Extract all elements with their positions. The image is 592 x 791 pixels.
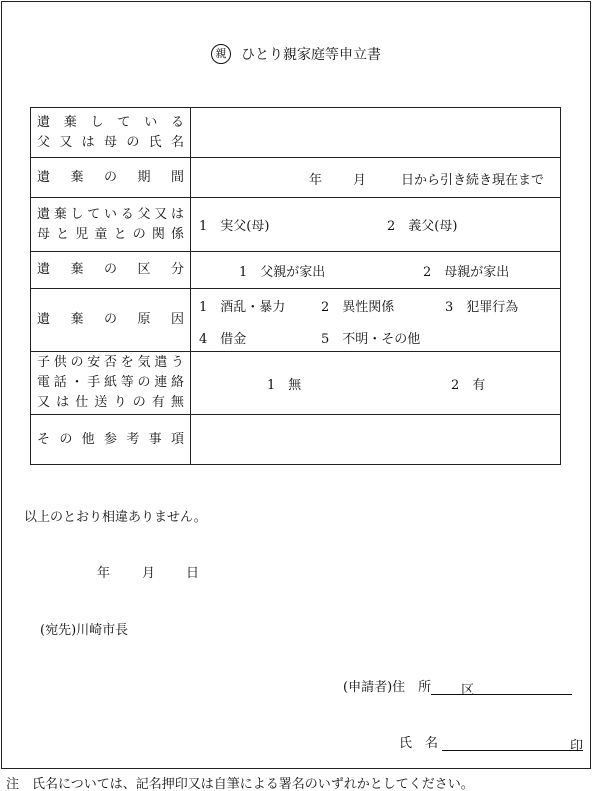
option-affair[interactable]: 2 異性関係: [321, 300, 395, 315]
row-label: 遺棄の区分: [31, 252, 191, 289]
form-title: [0, 44, 592, 64]
date-year: 年: [97, 566, 111, 581]
address-line[interactable]: [431, 679, 461, 695]
application-table: [30, 107, 561, 465]
oya-mark-icon: 親: [211, 44, 231, 64]
declaration-text: 以上のとおり相違ありません。: [24, 510, 207, 525]
row-label: 遺棄の期間: [31, 158, 191, 198]
page-title: ひとり親家庭等申立書: [241, 47, 381, 63]
option-unknown[interactable]: 5 不明・その他: [321, 332, 421, 347]
table-row: [31, 415, 561, 465]
address-line-rest[interactable]: [474, 679, 572, 695]
table-row: [31, 158, 561, 198]
date-month: 月: [142, 566, 156, 581]
applicant-address-row: [343, 676, 572, 698]
cause-field: [191, 289, 561, 352]
row-label: 遺棄の原因: [31, 289, 191, 352]
table-row: [31, 198, 561, 252]
period-field[interactable]: [191, 158, 561, 198]
option-yes[interactable]: 2 有: [451, 378, 486, 393]
option-father-left[interactable]: 1 父親が家出: [239, 265, 326, 280]
option-violence[interactable]: 1 酒乱・暴力: [199, 300, 286, 315]
name-row: [399, 732, 584, 754]
ward-label: 区: [461, 679, 474, 695]
seal-label: 印: [570, 735, 583, 751]
option-step-parent[interactable]: 2 義父(母): [387, 219, 458, 234]
period-month: 月: [353, 173, 367, 188]
name-line[interactable]: [442, 735, 570, 751]
option-debt[interactable]: 4 借金: [199, 332, 247, 347]
contact-field: [191, 352, 561, 415]
row-label: 子供の安否を気遣う 電話・手紙等の連絡 又は仕送りの有無: [31, 352, 191, 415]
date-day: 日: [186, 566, 200, 581]
period-year: 年: [309, 173, 323, 188]
table-row: [31, 252, 561, 289]
table-row: [31, 108, 561, 158]
period-suffix: 日から引き続き現在まで: [401, 173, 545, 188]
table-row: [31, 289, 561, 352]
notes-field[interactable]: [191, 415, 561, 465]
row-label: その他参考事項: [31, 415, 191, 465]
addressee: (宛先)川崎市長: [40, 623, 129, 638]
relation-field: [191, 198, 561, 252]
row-label: 遺棄している父又は 母と児童との関係: [31, 198, 191, 252]
footnote: 注 氏名については、記名押印又は自筆による署名のいずれかとしてください。: [6, 777, 474, 791]
option-mother-left[interactable]: 2 母親が家出: [423, 265, 510, 280]
option-real-parent[interactable]: 1 実父(母): [199, 219, 270, 234]
option-crime[interactable]: 3 犯罪行為: [445, 300, 519, 315]
address-label: (申請者)住 所: [343, 680, 432, 695]
category-field: [191, 252, 561, 289]
row-label: 遺棄している 父又は母の氏名: [31, 108, 191, 158]
name-label: 氏 名: [399, 736, 439, 751]
option-none[interactable]: 1 無: [267, 378, 302, 393]
parent-name-field[interactable]: [191, 108, 561, 158]
table-row: [31, 352, 561, 415]
